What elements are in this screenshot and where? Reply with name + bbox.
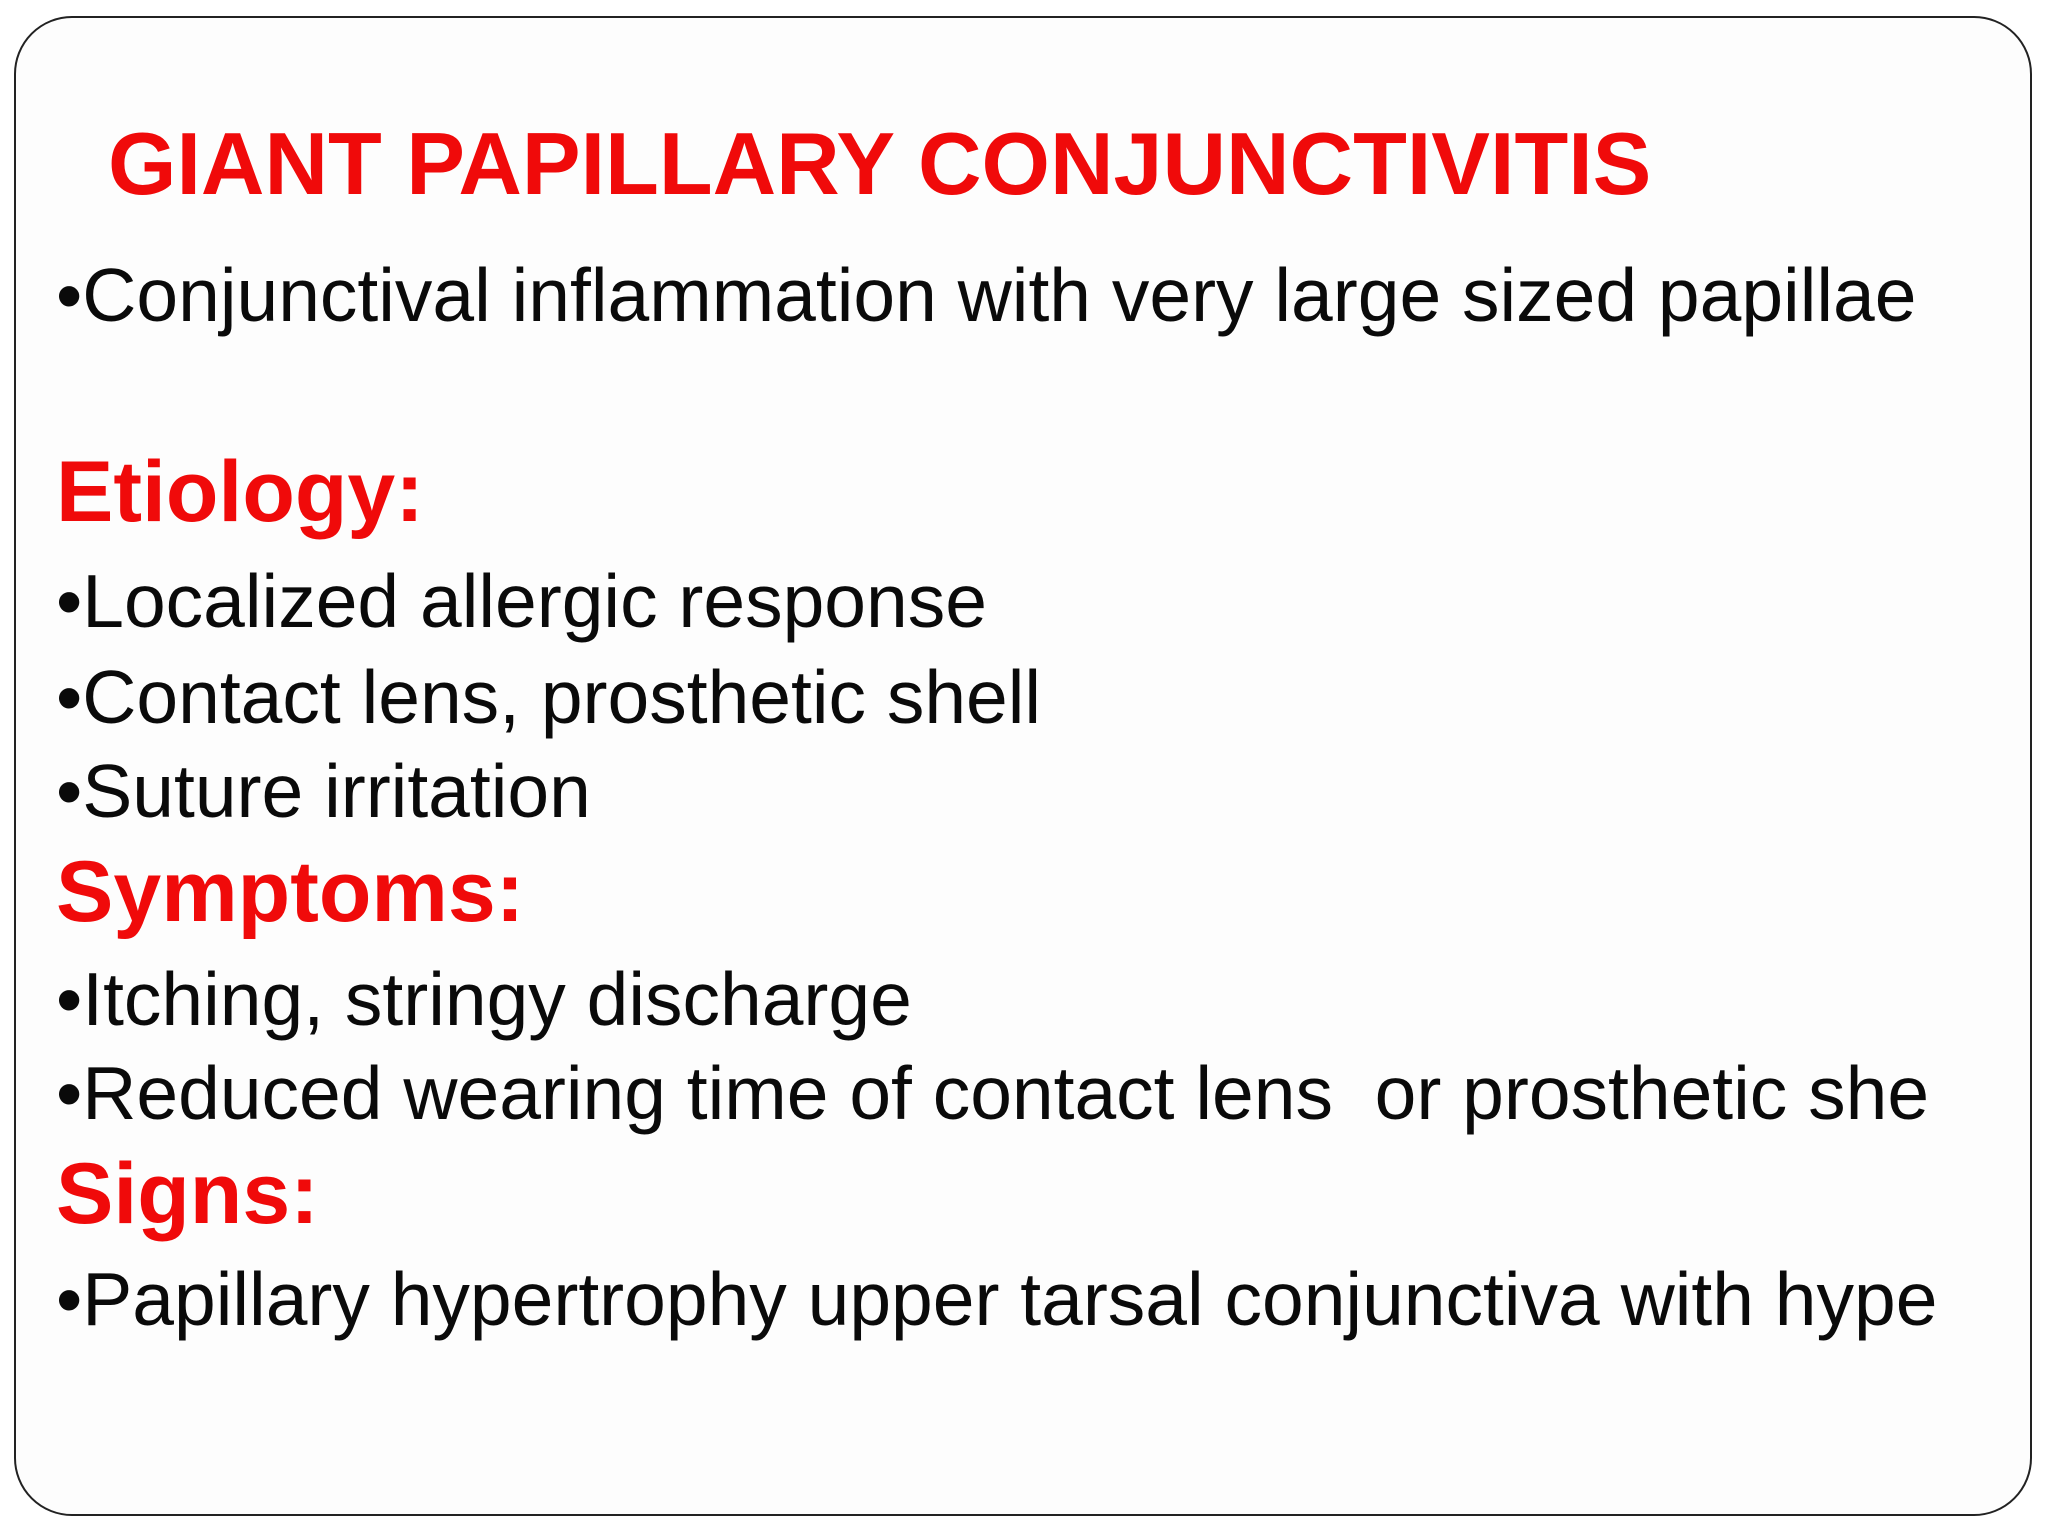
etiology-item-2: •Contact lens, prosthetic shell: [56, 655, 1042, 739]
etiology-item-3: •Suture irritation: [56, 749, 591, 833]
symptoms-item-2: •Reduced wearing time of contact lens or prosthetic she: [56, 1051, 1930, 1135]
symptoms-heading: Symptoms:: [56, 844, 525, 940]
etiology-item-1: •Localized allergic response: [56, 559, 987, 643]
slide-title: GIANT PAPILLARY CONJUNCTIVITIS: [108, 114, 1652, 213]
signs-heading: Signs:: [56, 1146, 319, 1242]
intro-bullet: •Conjunctival inflammation with very large sized papillae: [56, 253, 1917, 337]
signs-item-1: •Papillary hypertrophy upper tarsal conjunctiva with hype: [56, 1257, 1938, 1341]
symptoms-item-1: •Itching, stringy discharge: [56, 957, 912, 1041]
etiology-heading: Etiology:: [56, 444, 424, 540]
slide-frame: [14, 16, 2032, 1516]
